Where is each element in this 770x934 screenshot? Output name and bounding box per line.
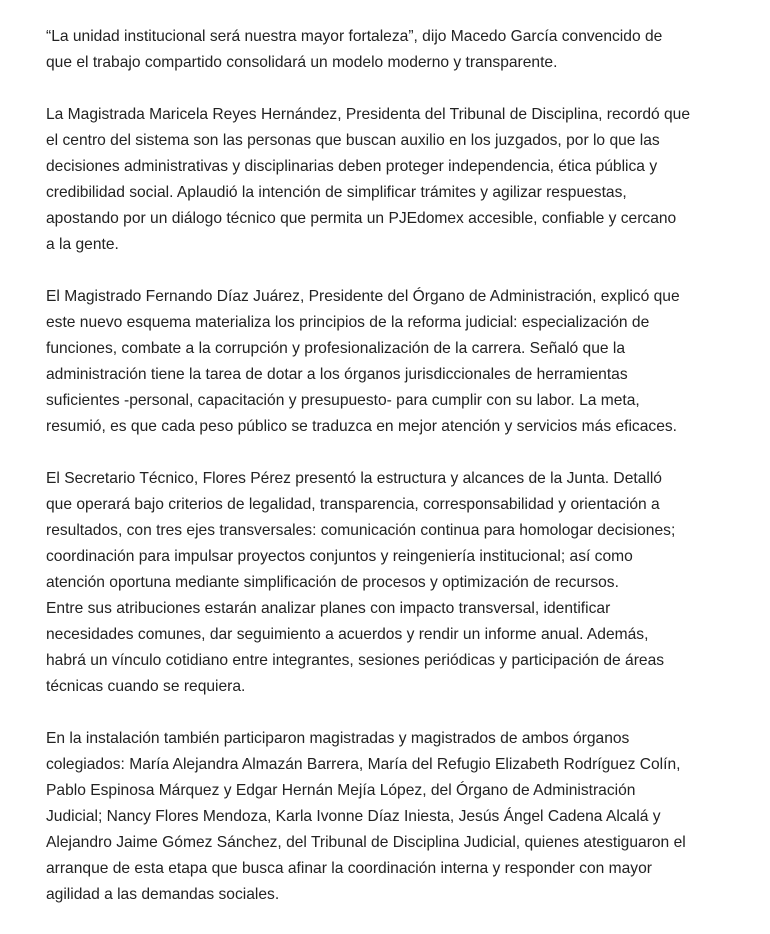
paragraph-line: suficientes -personal, capacitación y presupuesto- para cumplir con su labor. La meta, xyxy=(46,392,640,409)
paragraph-line: administración tiene la tarea de dotar a los órganos jurisdiccionales de herramientas xyxy=(46,366,628,383)
paragraph-line: resumió, es que cada peso público se traduzca en mejor atención y servicios más eficaces. xyxy=(46,418,677,435)
paragraph-line: credibilidad social. Aplaudió la intención de simplificar trámites y agilizar respuestas, xyxy=(46,184,627,201)
paragraph-line: el centro del sistema son las personas que buscan auxilio en los juzgados, por lo que las xyxy=(46,132,660,149)
paragraph-line: colegiados: María Alejandra Almazán Barrera, María del Refugio Elizabeth Rodríguez Colín, xyxy=(46,756,681,773)
paragraph-secretario-tecnico xyxy=(46,466,746,700)
paragraph-line: necesidades comunes, dar seguimiento a acuerdos y rendir un informe anual. Además, xyxy=(46,626,649,643)
paragraph-line: Judicial; Nancy Flores Mendoza, Karla Ivonne Díaz Iniesta, Jesús Ángel Cadena Alcalá y xyxy=(46,808,661,825)
paragraph-participantes xyxy=(46,726,746,908)
paragraph-line: que el trabajo compartido consolidará un modelo moderno y transparente. xyxy=(46,54,558,71)
article-body xyxy=(46,24,746,934)
paragraph-line: apostando por un diálogo técnico que permita un PJEdomex accesible, confiable y cercano xyxy=(46,210,677,227)
paragraph-line: La Magistrada Maricela Reyes Hernández, Presidenta del Tribunal de Disciplina, recordó que xyxy=(46,106,691,123)
paragraph-line: resultados, con tres ejes transversales: comunicación continua para homologar decisiones; xyxy=(46,522,676,539)
paragraph-line: que operará bajo criterios de legalidad, transparencia, corresponsabilidad y orientación a xyxy=(46,496,660,513)
paragraph-line: decisiones administrativas y disciplinarias deben proteger independencia, ética pública y xyxy=(46,158,658,175)
paragraph-diaz-juarez xyxy=(46,284,746,440)
paragraph-line: coordinación para impulsar proyectos conjuntos y reingeniería institucional; así como xyxy=(46,548,633,565)
paragraph-reyes-hernandez xyxy=(46,102,746,258)
paragraph-line: Entre sus atribuciones estarán analizar planes con impacto transversal, identificar xyxy=(46,600,611,617)
paragraph-line: agilidad a las demandas sociales. xyxy=(46,886,280,903)
paragraph-line: atención oportuna mediante simplificación de procesos y optimización de recursos. xyxy=(46,574,619,591)
paragraph-line: El Magistrado Fernando Díaz Juárez, Presidente del Órgano de Administración, explicó que xyxy=(46,288,680,305)
paragraph-line: técnicas cuando se requiera. xyxy=(46,678,246,695)
paragraph-line: a la gente. xyxy=(46,236,119,253)
paragraph-line: Pablo Espinosa Márquez y Edgar Hernán Mejía López, del Órgano de Administración xyxy=(46,782,636,799)
paragraph-line: “La unidad institucional será nuestra mayor fortaleza”, dijo Macedo García convencido de xyxy=(46,28,663,45)
paragraph-line: este nuevo esquema materializa los principios de la reforma judicial: especialización de xyxy=(46,314,650,331)
paragraph-line: funciones, combate a la corrupción y profesionalización de la carrera. Señaló que la xyxy=(46,340,626,357)
paragraph-line: El Secretario Técnico, Flores Pérez presentó la estructura y alcances de la Junta. Detalló xyxy=(46,470,662,487)
paragraph-unity-quote xyxy=(46,24,746,76)
paragraph-line: En la instalación también participaron magistradas y magistrados de ambos órganos xyxy=(46,730,630,747)
paragraph-line: Alejandro Jaime Gómez Sánchez, del Tribunal de Disciplina Judicial, quienes atestiguaron el xyxy=(46,834,686,851)
paragraph-line: habrá un vínculo cotidiano entre integrantes, sesiones periódicas y participación de áreas xyxy=(46,652,665,669)
paragraph-line: arranque de esta etapa que busca afinar la coordinación interna y responder con mayor xyxy=(46,860,652,877)
